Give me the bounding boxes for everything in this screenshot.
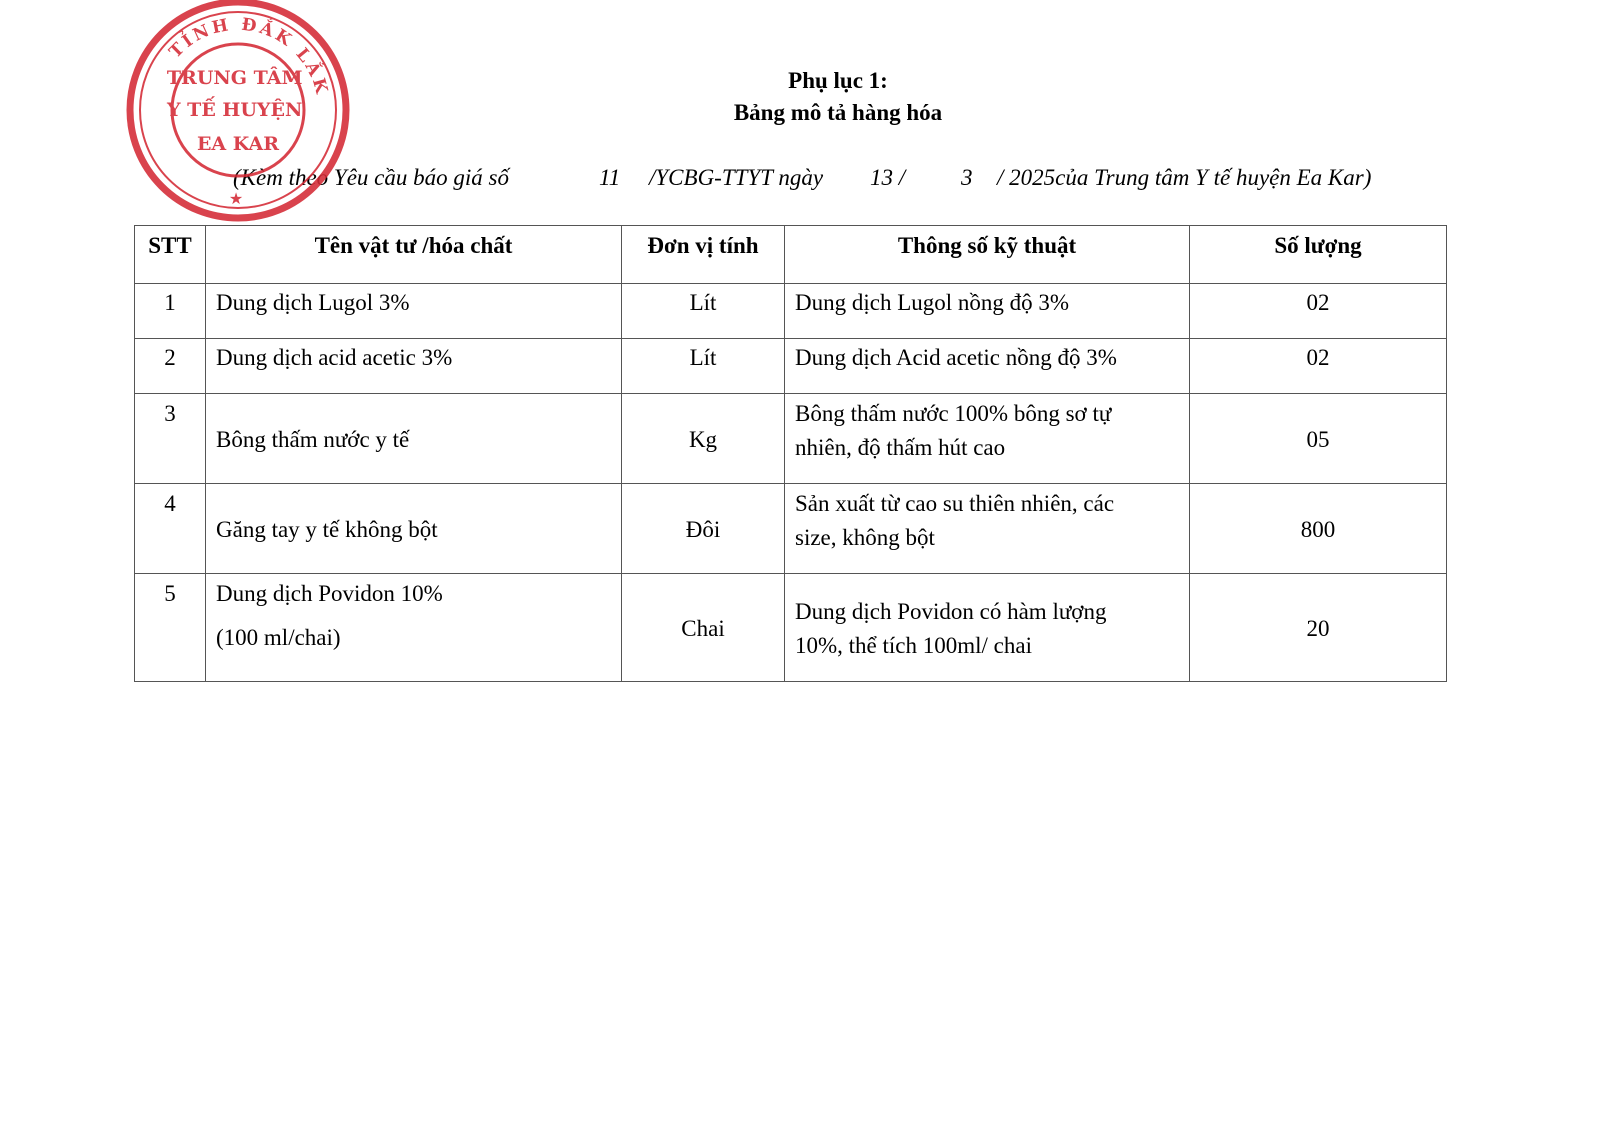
table-row: [135, 394, 1447, 484]
stamp-line-1: TRUNG TÂM: [166, 67, 303, 89]
header-unit: Đơn vị tính: [622, 226, 785, 284]
cell-unit: Lít: [622, 339, 785, 394]
cell-stt: 5: [135, 574, 206, 682]
cell-quantity: 02: [1190, 284, 1447, 339]
note-part-3: / 2025của Trung tâm Y tế huyện Ea Kar): [997, 165, 1372, 190]
cell-item-name: Dung dịch Lugol 3%: [206, 284, 622, 339]
name-line: (100 ml/chai): [216, 625, 341, 650]
cell-item-name: Dung dịch acid acetic 3%: [206, 339, 622, 394]
cell-stt: 4: [135, 484, 206, 574]
header-quantity: Số lượng: [1190, 226, 1447, 284]
official-seal-icon: [118, 0, 358, 226]
cell-item-name: Bông thấm nước y tế: [206, 394, 622, 484]
cell-quantity: 02: [1190, 339, 1447, 394]
spec-line: Sản xuất từ cao su thiên nhiên, các: [795, 491, 1115, 516]
spec-line: Dung dịch Povidon có hàm lượng: [795, 599, 1107, 624]
spec-line: Bông thấm nước 100% bông sơ tự: [795, 401, 1112, 426]
table-row: [135, 574, 1447, 682]
cell-spec: [785, 394, 1190, 484]
stamp-line-2: Y TẾ HUYỆN: [167, 99, 303, 121]
note-part-month: 3: [961, 165, 973, 190]
cell-spec: [785, 484, 1190, 574]
cell-stt: 2: [135, 339, 206, 394]
table-row: [135, 284, 1447, 339]
cell-item-name: Găng tay y tế không bột: [206, 484, 622, 574]
spec-line: 10%, thể tích 100ml/ chai: [795, 633, 1032, 658]
goods-table: [134, 225, 1447, 682]
header-item-name: Tên vật tư /hóa chất: [206, 226, 622, 284]
note-part-2: /YCBG-TTYT ngày: [649, 165, 824, 190]
stamp-line-3: EA KAR: [196, 133, 280, 155]
table-row: [135, 484, 1447, 574]
spec-line: nhiên, độ thấm hút cao: [795, 435, 1006, 460]
table-row: [135, 339, 1447, 394]
cell-spec: Dung dịch Acid acetic nồng độ 3%: [785, 339, 1190, 394]
cell-spec: [785, 574, 1190, 682]
cell-unit: Chai: [622, 574, 785, 682]
header-spec: Thông số kỹ thuật: [785, 226, 1190, 284]
stamp-star-icon: ★: [228, 191, 244, 208]
note-part-day: 13 /: [870, 165, 906, 190]
cell-quantity: 05: [1190, 394, 1447, 484]
cell-quantity: 800: [1190, 484, 1447, 574]
header-stt: STT: [135, 226, 206, 284]
spec-line: size, không bột: [795, 525, 935, 550]
cell-stt: 1: [135, 284, 206, 339]
cell-unit: Lít: [622, 284, 785, 339]
stamp-ring-text: TỈNH ĐẮK LẮK: [165, 14, 332, 99]
note-part-number: 11: [599, 165, 621, 190]
cell-stt: 3: [135, 394, 206, 484]
cell-unit: Kg: [622, 394, 785, 484]
cell-unit: Đôi: [622, 484, 785, 574]
document-title: Phụ lục 1:: [788, 68, 888, 93]
document-subtitle: Bảng mô tả hàng hóa: [733, 100, 943, 125]
name-line: Dung dịch Povidon 10%: [216, 581, 443, 606]
note-part-1: (Kèm theo Yêu cầu báo giá số: [233, 165, 509, 190]
cell-spec: Dung dịch Lugol nồng độ 3%: [785, 284, 1190, 339]
table-header-row: [135, 226, 1447, 284]
cell-item-name: [206, 574, 622, 682]
cell-quantity: 20: [1190, 574, 1447, 682]
svg-text:TRUNG TÂM Y TẾ HUYỆN E: [166, 66, 309, 155]
